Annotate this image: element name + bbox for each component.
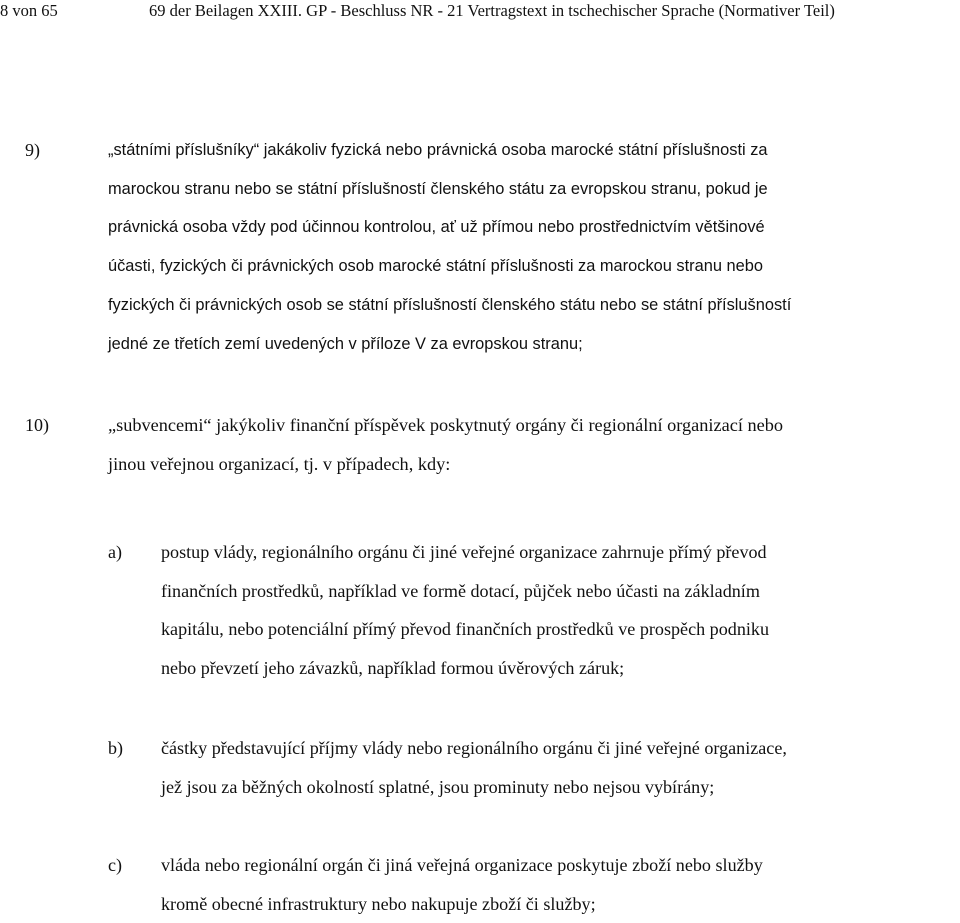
paragraph-line: kromě obecné infrastruktury nebo nakupuje zboží či služby; xyxy=(161,893,596,914)
subitem-label: c) xyxy=(108,855,122,875)
paragraph-line: „subvencemi“ jakýkoliv finanční příspěvek poskytnutý orgány či regionální organizací nebo xyxy=(108,415,784,435)
item-number: 9) xyxy=(25,140,40,160)
paragraph-line: finančních prostředků, například ve formě dotací, půjček nebo účasti na základním xyxy=(161,580,760,601)
paragraph-line: „státními příslušníky“ jakákoliv fyzická nebo právnická osoba marocké státní příslušnosti za xyxy=(108,141,768,159)
subitem-paragraph xyxy=(161,533,959,688)
item-number: 10) xyxy=(25,415,49,435)
definition-paragraph xyxy=(108,131,958,363)
paragraph-line: vláda nebo regionální orgán či jiná veřejná organizace poskytuje zboží nebo služby xyxy=(161,855,763,875)
paragraph-line: jedné ze třetích zemí uvedených v příloze V za evropskou stranu; xyxy=(108,334,583,353)
paragraph-line: marockou stranu nebo se státní příslušností členského státu za evropskou stranu, pokud je xyxy=(108,179,768,198)
page-number: 8 von 65 xyxy=(0,1,58,20)
subitem-label: a) xyxy=(108,542,122,562)
paragraph-line: fyzických či právnických osob se státní příslušností členského státu nebo se státní příslušností xyxy=(108,295,792,314)
subitem-paragraph xyxy=(161,729,959,806)
paragraph-line: částky představující příjmy vlády nebo regionálního orgánu či jiné veřejné organizace, xyxy=(161,738,787,758)
paragraph-line: postup vlády, regionálního orgánu či jiné veřejné organizace zahrnuje přímý převod xyxy=(161,542,767,562)
document-title: 69 der Beilagen XXIII. GP - Beschluss NR - 21 Vertragstext in tschechischer Sprache (Normativer Teil) xyxy=(149,1,835,20)
paragraph-line: jinou veřejnou organizací, tj. v případech, kdy: xyxy=(108,453,451,474)
paragraph-line: kapitálu, nebo potenciální přímý převod finančních prostředků ve prospěch podniku xyxy=(161,619,769,640)
paragraph-line: nebo převzetí jeho závazků, například formou úvěrových záruk; xyxy=(161,658,625,679)
paragraph-line: účasti, fyzických či právnických osob marocké státní příslušnosti za marockou stranu nebo xyxy=(108,257,763,276)
paragraph-line: právnická osoba vždy pod účinnou kontrolou, ať už přímou nebo prostřednictvím většinové xyxy=(108,218,765,237)
definition-paragraph xyxy=(108,406,958,483)
paragraph-line: jež jsou za běžných okolností splatné, jsou prominuty nebo nejsou vybírány; xyxy=(161,776,715,797)
subitem-label: b) xyxy=(108,738,123,758)
subitem-paragraph xyxy=(161,846,959,923)
